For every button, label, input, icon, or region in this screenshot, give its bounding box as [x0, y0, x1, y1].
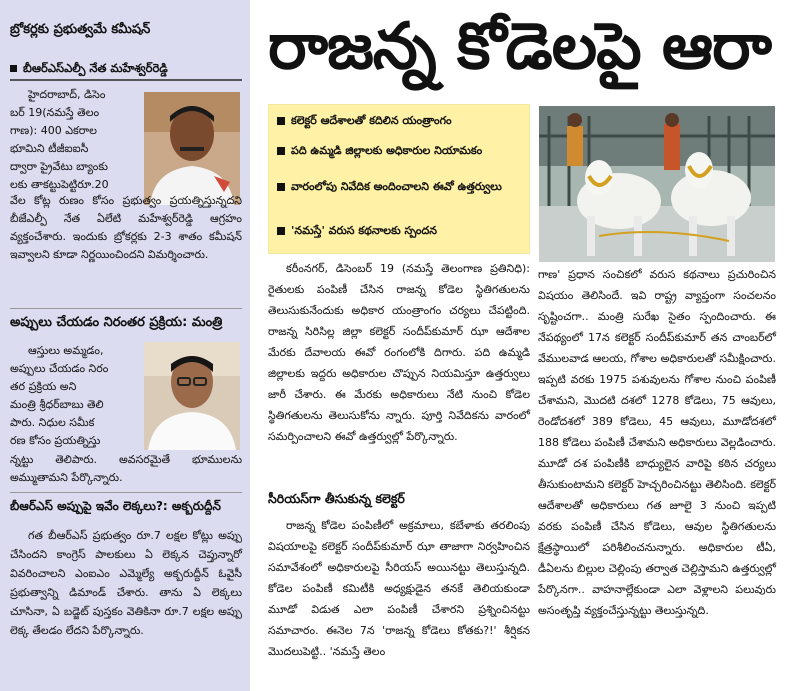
sidebar-story1-lead [10, 86, 136, 194]
lead-line: హైదరాబాద్‌, డిసెం [28, 88, 106, 101]
highlights-box [268, 104, 530, 254]
article-col1-para2: రాజన్న కోడెల పంపిణీలో అక్రమాలు, కబేళాకు తరలింపు విషయాలపై కలెక్టర్‌ సందీప్‌కుమార్‌ ఝా తాజాగా నిర్వహించిన సమావేశంలో అధికారులపై సీరియస్‌ అయినట్టు తెలుస్తున్నది. కోడెల పంపిణీ కమిటీకి అధ్యక్షుడైన తనకే తెలియకుండా మూడో విడుత ఎలా పంపిణీ చేశారని ప్రశ్నించినట్టు సమాచారం. ఈనెల 7న 'రాజన్న కోడెలు కోతకు?!' శీర్షికన మొదలుపెట్టి.. 'నమస్తే తెలం [268, 519, 530, 658]
highlight-text: వారంలోపు నివేదిక అందించాలని ఈవో ఉత్తర్వులు [291, 180, 502, 193]
lead-line: ఆస్తులు అమ్మడం, [28, 344, 104, 357]
lead-line: మంత్రి శ్రీధర్‌బాబు తెలి [10, 398, 104, 411]
divider [10, 79, 242, 81]
highlight-text: పది ఉమ్మడి జిల్లాలకు అధికారుల నియామకం [291, 144, 483, 157]
bullet-square-icon [277, 183, 285, 191]
highlight-text: 'నమస్తే' వరుస కథనాలకు స్పందన [291, 224, 437, 237]
bullet-square-icon [277, 117, 285, 125]
lead-line: పారు. నిధుల సమీక [10, 416, 95, 429]
sidebar-story1-body: వేల కోట్ల రుణం కోసం ప్రభుత్వం ప్రయత్నిస్తున్నదని బీజేఎల్పీ నేత ఏలేటి మహేశ్వర్‌రెడ్డి ఆగ్రహం వ్యక్తంచేశారు. ఇందుకు బ్రోకర్లకు 2-3 శాతం కమీషన్‌ ఇవ్వాలని కూడా నిర్ణయించిందని విమర్శించారు. [10, 194, 242, 261]
bullet-square-icon [277, 227, 285, 235]
article-col1-para1: కరీంనగర్‌, డిసెంబర్‌ 19 (నమస్తే తెలంగాణ ప్రతినిధి): రైతులకు పంపిణీ చేసిన రాజన్న కోడెల స్థితిగతులను తెలుసుకునేందుకు అధికార యంత్రాంగం చర్యలు చేపట్టింది. రాజన్న సిరిసిల్ల జిల్లా కలెక్టర్‌ సందీప్‌కుమార్‌ ఝా ఆదేశాల మేరకు దేవాలయ ఈవో రంగంలోకి దిగారు. పది ఉమ్మడి జిల్లాలకు ఇద్దరు అధికారుల చొప్పున నియమిస్తూ ఉత్తర్వులు జారీ చేశారు. ఈ మేరకు అధికారులు నేటి నుంచి కోడెల స్థితిగతులను తెలుసుకోను న్నారు. పూర్తి నివేదికను వారంలో సమర్పించాలని ఈవో ఉత్తర్వుల్లో పేర్కొన్నారు. [268, 262, 530, 443]
byline-text: బీఆర్‌ఎస్‌ఎల్పీ నేత మహేశ్వర్‌రెడ్డి [23, 61, 168, 75]
highlight-item [277, 223, 525, 239]
sidebar-story1-headline: బ్రోకర్లకు ప్రభుత్వమే కమీషన్ [10, 22, 151, 37]
divider [10, 492, 242, 493]
lead-line: గాణ): 400 ఎకరాల [10, 124, 97, 137]
lead-line: భూమిని టీజీఐఐసీ [10, 142, 89, 155]
sidebar-story1-byline [10, 60, 242, 76]
highlight-item [277, 179, 525, 195]
sidebar-story2-lead [10, 342, 138, 450]
minister-portrait-photo [144, 342, 240, 450]
lead-line: లకు తాకట్టుపెట్టిరూ.20 [10, 178, 109, 191]
temple-bulls-photo [539, 106, 775, 262]
lead-line: రణ కోసం ప్రయత్నిస్తు [10, 434, 101, 447]
article-subheading: సీరియస్‌గా తీసుకున్న కలెక్టర్‌ [268, 491, 405, 506]
sidebar-story3-headline: బీఆర్‌ఎస్‌ అప్పుపై ఇవేం లెక్కలు?: అక్బరుద్దీన్‌ [10, 499, 221, 513]
highlight-item [277, 113, 525, 129]
lead-line: ద్వారా ప్రైవేటు బ్యాంకు [10, 160, 108, 173]
highlight-text: కలెక్టర్‌ ఆదేశాలతో కదిలిన యంత్రాంగం [291, 114, 452, 127]
mla-portrait-photo [144, 92, 240, 205]
lead-line: అప్పులు చేయడం నిరం [10, 362, 109, 375]
lead-line: బర్‌ 19(నమస్తే తెలం [10, 106, 100, 119]
sidebar-story3-body: గత బీఆర్‌ఎస్‌ ప్రభుత్వం రూ.7 లక్షల కోట్లు అప్పు చేసిందని కాంగ్రెస్‌ పాలకులు ఏ లెక్కన చెప్తున్నారో వివరించాలని ఎంఐఎం ఎమ్మెల్యే అక్బరుద్దీన్‌ ఓవైసీ ప్రభుత్వాన్ని డిమాండ్‌ చేశారు. తాను ఏ లెక్కలు చూసినా, ఏ బడ్జెట్‌ పుస్తకం వెతికినా రూ.7 లక్షల అప్పు లెక్క తేలడం లేదని పేర్కొన్నారు. [10, 529, 242, 637]
highlight-item [277, 143, 525, 159]
main-headline: రాజన్న కోడెలపై ఆరా [268, 10, 771, 84]
divider [10, 308, 242, 309]
sidebar-story2-headline: అప్పులు చేయడం నిరంతర ప్రక్రియ: మంత్రి [10, 315, 223, 330]
bullet-square-icon [10, 65, 17, 72]
sidebar-story2-body: న్నట్టు తెలిపారు. అవసరమైతే భూములను అమ్ముతామని పేర్కొన్నారు. [10, 453, 242, 484]
article-col2-para1: గాణ' ప్రధాన సంచికలో వరుస కథనాలు ప్రచురించిన విషయం తెలిసిందే. ఇవి రాష్ట్ర వ్యాప్తంగా సంచలనం సృష్టించగా.. మంత్రి సురేఖ సైతం స్పందించారు. ఈ నేపథ్యంలో 17న కలెక్టర్‌ సందీప్‌కుమార్‌ తన చాంబర్‌లో వేములవాడ ఆలయ, గోశాల అధికారులతో సమీక్షించారు. ఇప్పటి వరకు 1975 పశువులను గోశాల నుంచి పంపిణీ చేశామని, మొదటి దశలో 1278 కోడెలు, 75 ఆవులు, రెండోదశలో 389 కోడెలు, 45 ఆవులు, మూడోదశలో 188 కోడెలు పంపిణీ చేశామని అధికారులు వెల్లడించారు. మూడో దశ పంపిణీకి బాధ్యులైన వారిపై కఠిన చర్యలు తీసుకుంటామని కలెక్టర్‌ హెచ్చరించినట్టు తెలిసింది. కలెక్టర్‌ ఆదేశాలతో అధికారులు గత జూలై 3 నుంచి ఇప్పటి వరకు పంపిణీ చేసిన కోడెలు, ఆవుల స్థితిగతులను క్షేత్రస్థాయిలో పరిశీలించనున్నారు. అధికారుల టీఏ, డీఏలను బిల్లుల చెల్లింపు తర్వాత చెల్లిస్తామని ఉత్తర్వుల్లో పేర్కొనగా.. వాహనాల్లేకుండా ఎలా వెళ్లాలని పలువురు అసంతృప్తి వ్యక్తంచేస్తున్నట్టు తెలుస్తున్నది. [538, 268, 776, 617]
bullet-square-icon [277, 147, 285, 155]
lead-line: తర ప్రక్రియ అని [10, 380, 77, 393]
